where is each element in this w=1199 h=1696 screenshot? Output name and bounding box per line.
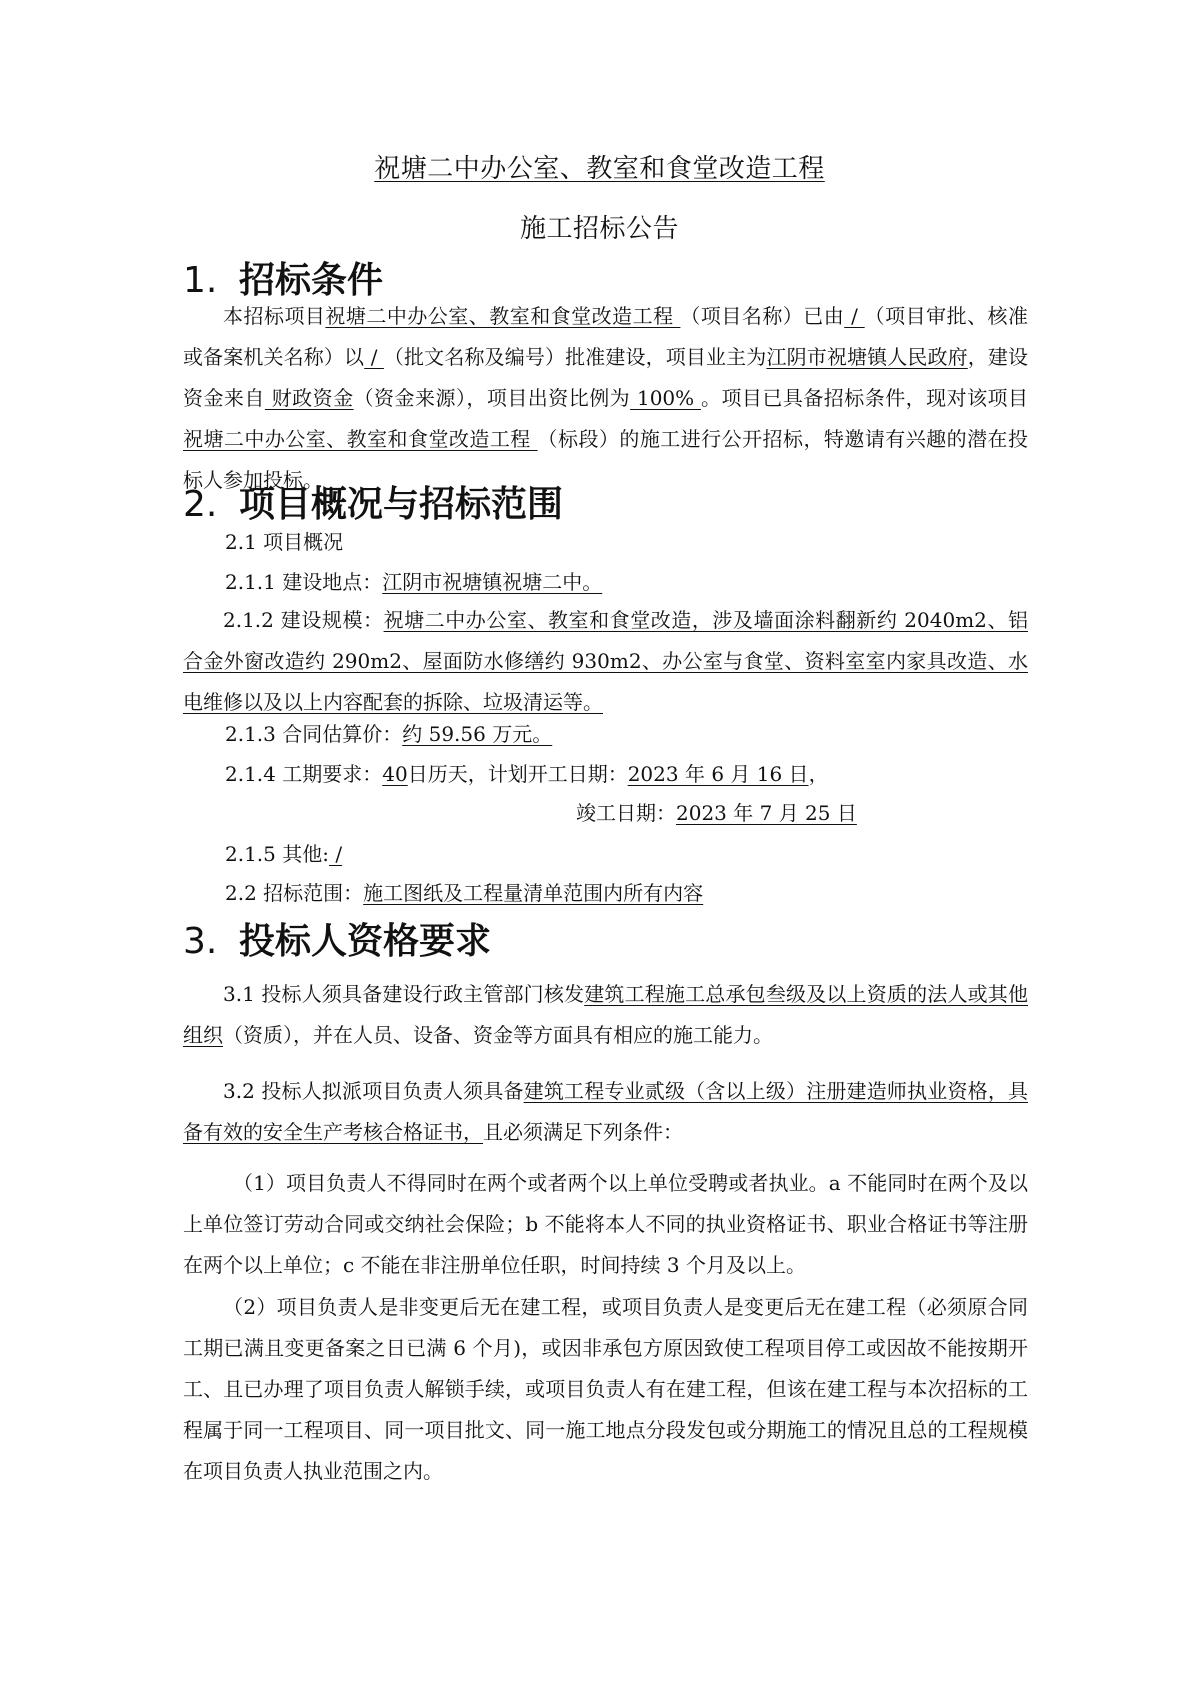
document-title: 祝塘二中办公室、教室和食堂改造工程 [374, 154, 825, 184]
duration-days: 40 [382, 762, 408, 786]
item-2-1-2 [183, 600, 1028, 723]
item-2-1-5 [225, 840, 342, 868]
label: 2.1.5 其他: [225, 842, 329, 866]
text-run: （标段）的施工进行公开招标，特邀请有兴趣的潜在投标人参加投标。 [183, 427, 1029, 492]
completion-date: 2023 年 7 月 25 日 [676, 801, 857, 825]
text-run: （项目名称）已由 [680, 304, 845, 328]
text-run: （批文名称及编号）批准建设，项目业主为 [383, 345, 767, 369]
label: 竣工日期： [576, 801, 676, 825]
text-run: 3.2 投标人拟派项目负责人须具备 [223, 1079, 524, 1103]
item-2-2 [225, 879, 703, 907]
project-owner: 江阴市祝塘镇人民政府 [766, 345, 968, 369]
project-name: 祝塘二中办公室、教室和食堂改造工程 [325, 304, 681, 328]
item-2-1-4 [225, 760, 829, 788]
section-2-number: 2. [183, 484, 218, 525]
section-name: 祝塘二中办公室、教室和食堂改造工程 [183, 427, 538, 451]
item-2-1-4-completion [576, 799, 857, 827]
section-1-number: 1. [183, 260, 218, 301]
text-run: （资质），并在人员、设备、资金等方面具有相应的施工能力。 [223, 1023, 773, 1047]
fund-source: 财政资金 [264, 386, 354, 410]
text-run: 3.1 投标人须具备建设行政主管部门核发 [223, 982, 585, 1006]
text-run: 。项目已具备招标条件，现对该项目 [700, 386, 1029, 410]
label: 2.1.1 建设地点： [225, 570, 383, 594]
text-run: （项目审批、核准或备案机关名称）以 [183, 304, 1029, 369]
item-3-1 [183, 974, 1028, 1056]
section-2-heading [183, 476, 563, 527]
qualification-requirement: 建筑工程施工总承包叁级及以上资质的法人或其他组织 [183, 982, 1028, 1047]
condition-2: （2）项目负责人是非变更后无在建工程，或项目负责人是变更后无在建工程（必须原合同工期已满且变更备案之日已满 6 个月)，或因非承包方原因致使工程项目停工或因故不能按期开工、且已办理了项目负责人解锁手续，或项目负责人有在建工程，但该在建工程与本次招标的工程属于同一工程项目、同一项目批文、同一施工地点分段发包或分期施工的情况且总的工程规模在项目负责人执业范围之内。 [183, 1295, 1028, 1483]
text-run: 且必须满足下列条件： [483, 1120, 683, 1144]
item-2-1-3 [225, 720, 552, 748]
approval-doc: / [364, 345, 384, 369]
other-value: / [328, 842, 343, 866]
label: 2.1.4 工期要求： [225, 762, 383, 786]
condition-1: （1）项目负责人不得同时在两个或者两个以上单位受聘或者执业。a 不能同时在两个及以上单位签订劳动合同或交纳社会保险；b 不能将本人不同的执业资格证书、职业合格证书等注册在两个以上单位；c 不能在非注册单位任职，时间持续 3 个月及以上。 [183, 1171, 1028, 1277]
funding-ratio: 100% [630, 386, 701, 410]
section-3-number: 3. [183, 921, 218, 962]
construction-site: 江阴市祝塘镇祝塘二中。 [382, 570, 603, 594]
text-run: 日历天，计划开工日期： [407, 762, 628, 786]
section-3-title: 投标人资格要求 [239, 921, 492, 962]
bidding-scope: 施工图纸及工程量清单范围内所有内容 [363, 881, 704, 905]
text-run: ， [808, 762, 829, 786]
text-run: （资金来源），项目出资比例为 [353, 386, 631, 410]
label: 2.1.3 合同估算价： [225, 722, 403, 746]
section-3-heading [183, 913, 491, 964]
approval-org: / [844, 304, 865, 328]
label: 2.1.2 建设规模： [223, 608, 384, 632]
label: 2.2 招标范围： [225, 881, 364, 905]
item-2-1: 2.1 项目概况 [225, 530, 344, 554]
text-run: ，建设资金来自 [183, 345, 1029, 410]
item-3-2 [183, 1071, 1028, 1153]
section-1-title: 招标条件 [239, 260, 384, 301]
construction-scale: 祝塘二中办公室、教室和食堂改造，涉及墙面涂料翻新约 2040m2、铝合金外窗改造约 290m2、屋面防水修缮约 930m2、办公室与食堂、资料室室内家具改造、水电维修以及以上内容配套的拆除、垃圾清运等。 [183, 608, 1029, 714]
section-2-title: 项目概况与招标范围 [239, 484, 564, 525]
section-1-paragraph [183, 296, 1028, 501]
contract-estimate: 约 59.56 万元。 [402, 722, 553, 746]
item-2-1-1 [225, 568, 602, 596]
text-run: 本招标项目 [223, 304, 326, 328]
manager-qualification: 建筑工程专业贰级（含以上级）注册建造师执业资格，具备有效的安全生产考核合格证书， [183, 1079, 1028, 1144]
document-subtitle: 施工招标公告 [519, 214, 679, 244]
start-date: 2023 年 6 月 16 日 [627, 762, 809, 786]
